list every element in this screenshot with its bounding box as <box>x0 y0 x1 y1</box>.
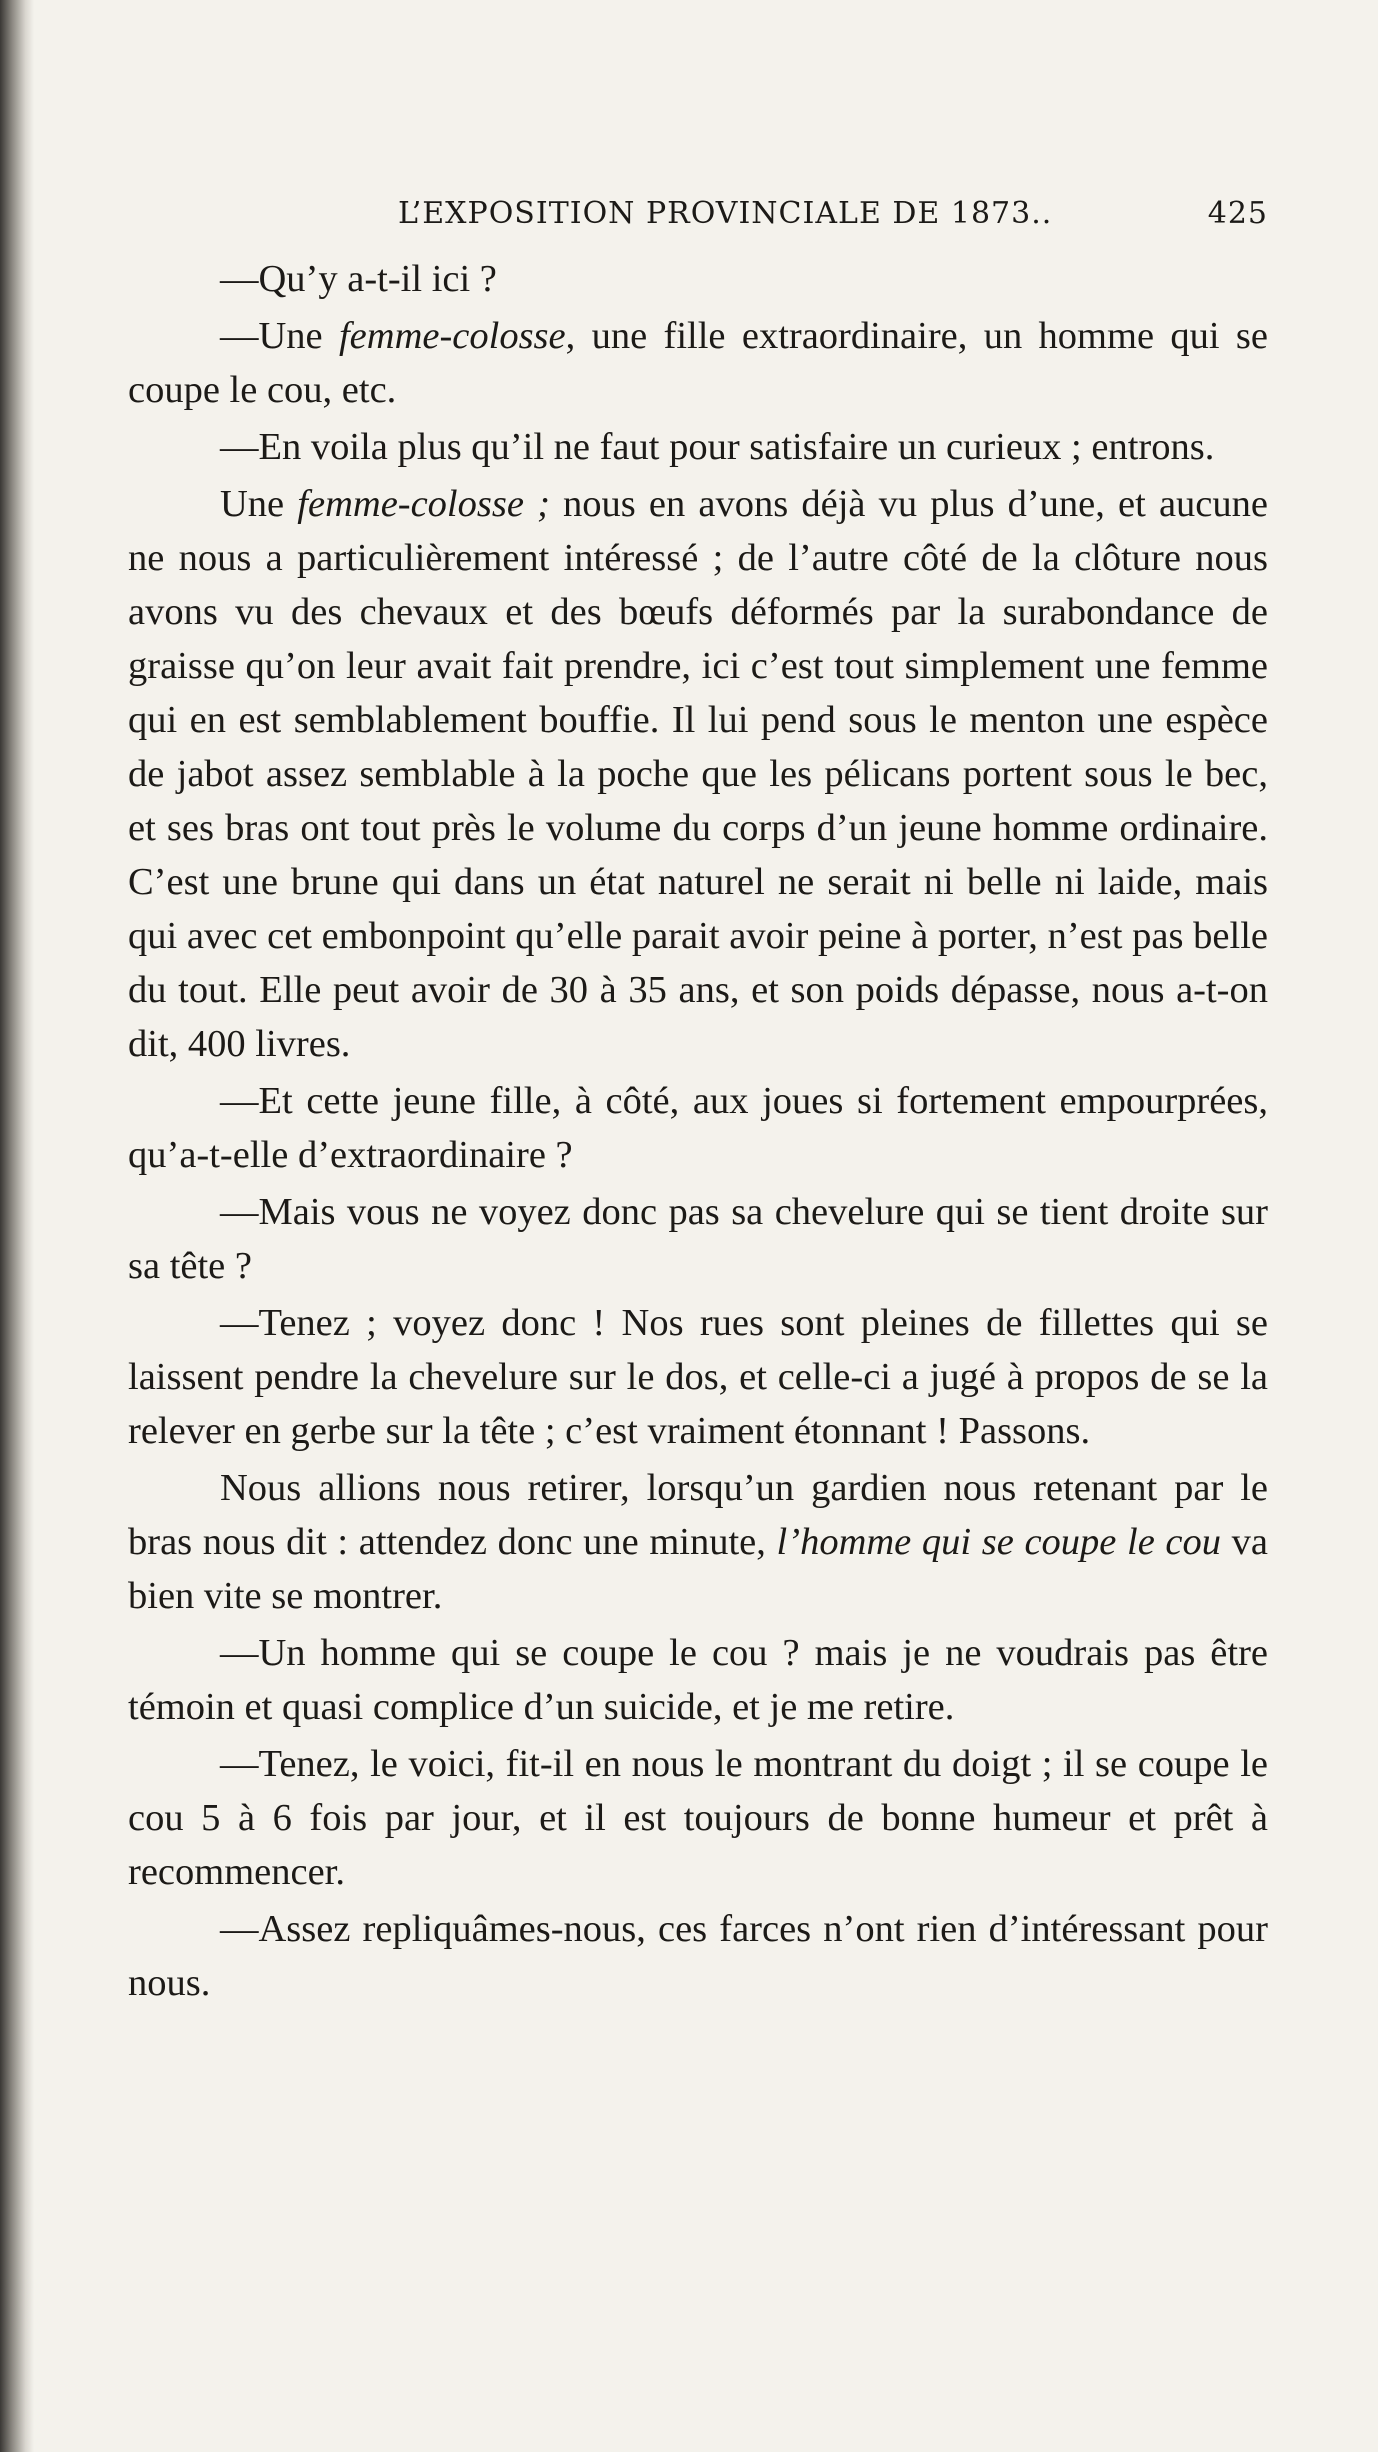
italic-run: femme-colosse ; <box>297 483 550 525</box>
text-run: nous en avons déjà vu plus d’une, et aucune ne nous a particulièrement intéressé ; de l’autre côté de la clôture nous avons vu des chevaux et des bœufs déformés par la surabondance de graisse qu’on leur avait fait prendre, ici c’est tout simplement une femme qui en est semblablement bouffie. Il lui pend sous le menton une espèce de jabot assez semblable à la poche que les pélicans portent sous le bec, et ses bras ont tout près le volume du corps d’un jeune homme ordinaire. C’est une brune qui dans un état naturel ne serait ni belle ni laide, mais qui avec cet embonpoint qu’elle parait avoir peine à porter, n’est pas belle du tout. Elle peut avoir de 30 à 35 ans, et son poids dépasse, nous a-t-on dit, 400 livres. <box>128 483 1268 1065</box>
text-run: Une <box>220 483 298 525</box>
text-run: —Un homme qui se coupe le cou ? mais je ne voudrais pas être témoin et quasi complice d’un suicide, et je me retire. <box>128 1632 1268 1728</box>
paragraph <box>128 420 1268 474</box>
page-number: 425 <box>1207 196 1268 231</box>
text-run: , une fille extraordinaire, un homme qui se coupe le cou, etc. <box>128 315 1268 411</box>
paragraph <box>128 1902 1268 2010</box>
body-text <box>128 252 1268 2010</box>
text-run: Nous allions nous retirer, lorsqu’un gardien nous retenant par le bras nous dit : attendez donc une minute, <box>128 1467 1268 1563</box>
book-page <box>128 190 1268 2013</box>
text-run: —Une <box>220 315 339 357</box>
text-run: —Tenez, le voici, fit-il en nous le montrant du doigt ; il se coupe le cou 5 à 6 fois par jour, et il est toujours de bonne humeur et prêt à recommencer. <box>128 1743 1268 1893</box>
paragraph <box>128 1626 1268 1734</box>
paragraph <box>128 1461 1268 1623</box>
text-run: —En voila plus qu’il ne faut pour satisfaire un curieux ; entrons. <box>220 426 1215 468</box>
text-run: va bien vite se montrer. <box>128 1521 1268 1617</box>
paragraph <box>128 1737 1268 1899</box>
italic-run: l’homme qui se coupe le cou <box>776 1521 1222 1563</box>
paragraph <box>128 1296 1268 1458</box>
running-head-title: L’EXPOSITION PROVINCIALE DE 1873.. <box>398 196 1053 231</box>
text-run: —Mais vous ne voyez donc pas sa chevelure qui se tient droite sur sa tête ? <box>128 1191 1268 1287</box>
text-run: —Qu’y a-t-il ici ? <box>220 258 497 300</box>
text-run: —Assez repliquâmes-nous, ces farces n’ont rien d’intéressant pour nous. <box>128 1908 1268 2004</box>
text-run: —Tenez ; voyez donc ! Nos rues sont pleines de fillettes qui se laissent pendre la chevelure sur le dos, et celle-ci a jugé à propos de se la relever en gerbe sur la tête ; c’est vraiment étonnant ! Passons. <box>128 1302 1268 1452</box>
italic-run: femme-colosse <box>338 315 566 357</box>
paragraph <box>128 477 1268 1071</box>
paragraph <box>128 1185 1268 1293</box>
paragraph <box>128 309 1268 417</box>
paragraph <box>128 252 1268 306</box>
binding-shadow <box>0 0 34 2452</box>
paragraph <box>128 1074 1268 1182</box>
text-run: —Et cette jeune fille, à côté, aux joues si fortement empourprées, qu’a-t-elle d’extraordinaire ? <box>128 1080 1268 1176</box>
running-head <box>128 190 1268 252</box>
